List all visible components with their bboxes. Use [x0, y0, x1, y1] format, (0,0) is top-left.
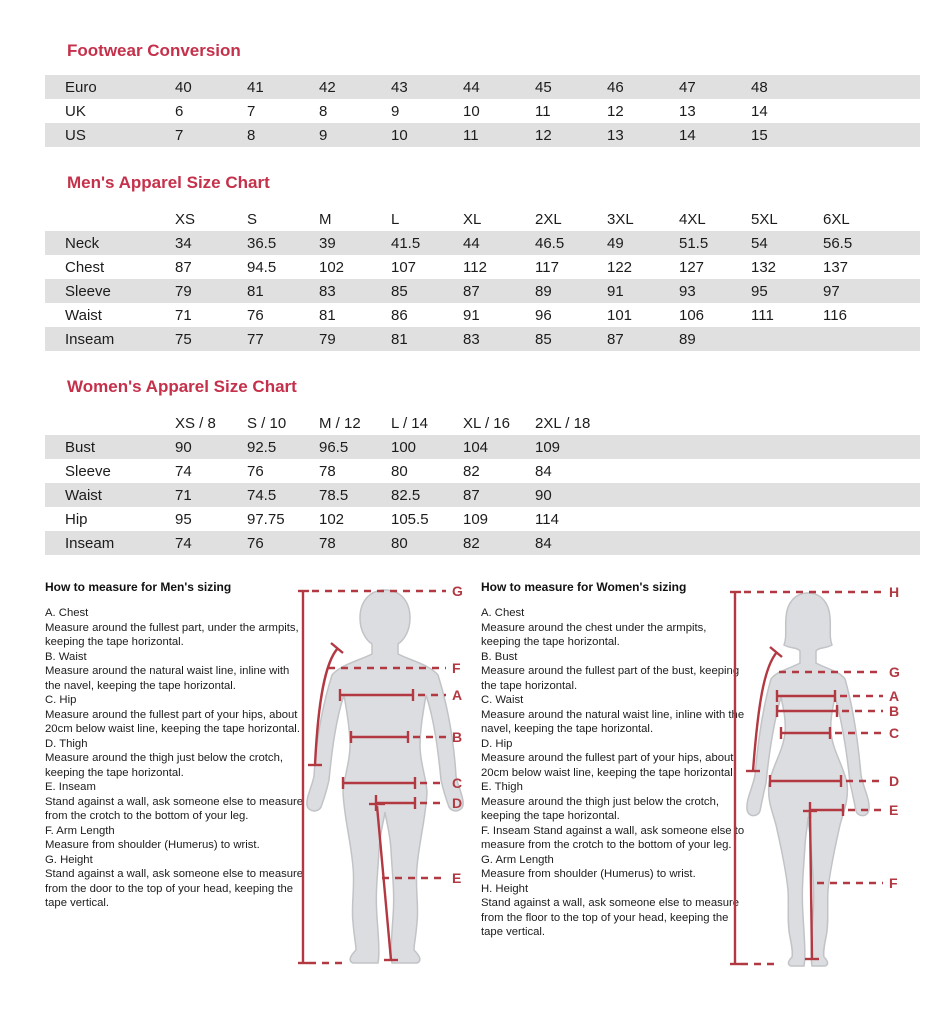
figure-label: F [889, 875, 898, 891]
cell: 89 [535, 282, 552, 300]
footwear-section-title: Footwear Conversion [67, 41, 241, 60]
figure-label: B [889, 703, 900, 719]
cell: 74 [175, 534, 192, 552]
cell: 15 [751, 126, 768, 144]
cell: 90 [175, 438, 192, 456]
measure-step: E. Inseam Stand against a wall, ask someone else to measure from the crotch to the bottom of your leg. [45, 781, 304, 822]
figure-label: A [452, 687, 463, 703]
cell: 78.5 [319, 486, 349, 504]
table-row [45, 231, 920, 255]
cell: 7 [247, 102, 256, 120]
figure-label: B [452, 729, 463, 745]
cell: 79 [319, 330, 336, 348]
measure-step-label: B. Bust [481, 650, 518, 663]
womens-section-title: Women's Apparel Size Chart [67, 377, 297, 396]
column-header: XL [463, 207, 535, 231]
womens-size-table [45, 411, 920, 555]
measure-step-label: C. Hip [45, 694, 77, 706]
measure-step-label: H. Height [481, 882, 529, 895]
cell: 100 [391, 438, 417, 456]
row-label: Chest [65, 258, 105, 276]
cell: 74 [175, 462, 192, 480]
column-header: L / 14 [391, 411, 463, 435]
cell: 111 [751, 306, 774, 324]
row-label: Inseam [65, 330, 115, 348]
column-header: 3XL [607, 207, 679, 231]
cell: 71 [175, 306, 192, 324]
figure-label: A [889, 688, 900, 704]
figure-label: C [889, 725, 900, 741]
cell: 102 [319, 258, 345, 276]
measure-step-label: D. Thigh [45, 737, 88, 750]
measure-step: G. Arm Length Measure from shoulder (Humerus) to wrist. [481, 853, 696, 880]
cell: 78 [319, 462, 336, 480]
figure-label: E [452, 870, 462, 886]
column-header: M [319, 207, 391, 231]
cell: 13 [607, 126, 624, 144]
cell: 71 [175, 486, 192, 504]
cell: 89 [679, 330, 696, 348]
table-row [45, 459, 920, 483]
cell: 87 [175, 258, 192, 276]
table-row [45, 303, 920, 327]
figure-label: C [452, 775, 463, 791]
cell: 34 [175, 234, 192, 252]
cell: 8 [319, 102, 328, 120]
row-label: UK [65, 102, 86, 120]
cell: 76 [247, 462, 264, 480]
cell: 9 [391, 102, 400, 120]
cell: 54 [751, 234, 768, 252]
cell: 46 [607, 78, 624, 96]
measure-step-label: E. Inseam [45, 781, 96, 793]
table-row [45, 483, 920, 507]
mens-measure-instructions [45, 606, 307, 911]
cell: 48 [751, 78, 768, 96]
cell: 92.5 [247, 438, 277, 456]
cell: 83 [463, 330, 480, 348]
figure-label: E [889, 802, 899, 818]
cell: 84 [535, 534, 552, 552]
row-label: Sleeve [65, 462, 111, 480]
cell: 117 [535, 258, 559, 276]
cell: 87 [463, 282, 480, 300]
measure-step-label: G. Arm Length [481, 853, 554, 866]
cell: 78 [319, 534, 336, 552]
figure-label: D [889, 773, 900, 789]
measure-step: D. Hip Measure around the fullest part of your hips, about 20cm below waist line, keeping the tape horizontal. [481, 737, 736, 779]
table-row [45, 123, 920, 147]
cell: 82 [463, 534, 480, 552]
cell: 76 [247, 534, 264, 552]
row-label: Neck [65, 234, 100, 252]
measure-step-label: D. Hip [481, 737, 513, 750]
cell: 104 [463, 438, 489, 456]
measure-step: F. Inseam Stand against a wall, ask someone else to measure from the crotch to the bottom of your leg. [481, 824, 745, 851]
header-row [45, 411, 920, 435]
cell: 12 [535, 126, 552, 144]
measure-step: A. Chest Measure around the chest under the armpits, keeping the tape horizontal. [481, 607, 707, 648]
column-header: 6XL [823, 207, 895, 231]
row-label: Hip [65, 510, 88, 528]
cell: 87 [463, 486, 480, 504]
table-row [45, 255, 920, 279]
cell: 82 [463, 462, 480, 480]
column-header: XS / 8 [175, 411, 247, 435]
womens-measure-instructions [481, 606, 747, 940]
row-label: US [65, 126, 86, 144]
cell: 96 [535, 306, 552, 324]
row-label: Sleeve [65, 282, 111, 300]
table-row [45, 507, 920, 531]
cell: 107 [391, 258, 417, 276]
cell: 109 [463, 510, 489, 528]
cell: 77 [247, 330, 264, 348]
measure-step-label: F. Inseam [481, 824, 530, 837]
cell: 87 [607, 330, 624, 348]
cell: 7 [175, 126, 184, 144]
cell: 14 [679, 126, 696, 144]
table-row [45, 279, 920, 303]
womens-measure-title: How to measure for Women's sizing [481, 580, 687, 594]
figure-label: D [452, 795, 463, 811]
cell: 102 [319, 510, 345, 528]
row-label: Waist [65, 486, 102, 504]
measure-step: A. Chest Measure around the fullest part, under the armpits, keeping the tape horizontal. [45, 607, 299, 648]
cell: 106 [679, 306, 705, 324]
cell: 44 [463, 234, 480, 252]
cell: 116 [823, 306, 847, 324]
cell: 81 [247, 282, 264, 300]
cell: 8 [247, 126, 256, 144]
cell: 85 [391, 282, 408, 300]
measure-step: C. Hip Measure around the fullest part of your hips, about 20cm below waist line, keeping the tape horizontal. [45, 694, 300, 735]
cell: 11 [535, 102, 551, 120]
cell: 127 [679, 258, 705, 276]
cell [751, 327, 823, 351]
footwear-conversion-table [45, 75, 920, 147]
measure-step: C. Waist Measure around the natural waist line, inline with the navel, keeping the tape horizontal. [481, 694, 745, 735]
measure-step-label: E. Thigh [481, 781, 523, 793]
cell: 86 [391, 306, 408, 324]
measure-step-label: F. Arm Length [45, 824, 115, 837]
cell: 74.5 [247, 486, 277, 504]
cell: 56.5 [823, 234, 853, 252]
cell: 42 [319, 78, 336, 96]
measure-step-label: B. Waist [45, 650, 87, 663]
cell: 14 [751, 102, 768, 120]
cell: 109 [535, 438, 561, 456]
measure-step-label: A. Chest [45, 607, 89, 619]
female-silhouette [747, 593, 869, 966]
cell: 105.5 [391, 510, 429, 528]
cell: 75 [175, 330, 192, 348]
measure-step-label: C. Waist [481, 694, 524, 706]
cell: 137 [823, 258, 849, 276]
column-header: XS [175, 207, 247, 231]
cell: 51.5 [679, 234, 709, 252]
measure-step: B. Bust Measure around the fullest part of the bust, keeping the tape horizontal. [481, 650, 740, 692]
row-label: Inseam [65, 534, 115, 552]
cell: 41.5 [391, 234, 421, 252]
header-row [45, 207, 920, 231]
cell: 97 [823, 282, 840, 300]
table-row [45, 75, 920, 99]
cell: 85 [535, 330, 552, 348]
measure-step-label: G. Height [45, 853, 93, 866]
cell: 95 [751, 282, 768, 300]
column-header: M / 12 [319, 411, 391, 435]
measure-step: F. Arm Length Measure from shoulder (Humerus) to wrist. [45, 824, 260, 851]
cell [823, 327, 895, 351]
cell: 90 [535, 486, 552, 504]
cell: 36.5 [247, 234, 277, 252]
column-header: 4XL [679, 207, 751, 231]
cell: 81 [391, 330, 408, 348]
cell: 10 [463, 102, 480, 120]
figure-label: G [452, 583, 463, 599]
cell: 94.5 [247, 258, 277, 276]
cell: 40 [175, 78, 192, 96]
column-header: S / 10 [247, 411, 319, 435]
cell: 93 [679, 282, 696, 300]
table-row [45, 531, 920, 555]
measure-step: E. Thigh Measure around the thigh just below the crotch, keeping the tape horizontal. [481, 781, 720, 822]
cell: 76 [247, 306, 264, 324]
column-header: S [247, 207, 319, 231]
cell: 84 [535, 462, 552, 480]
figure-label: G [889, 664, 900, 680]
cell: 45 [535, 78, 552, 96]
cell: 82.5 [391, 486, 421, 504]
cell: 80 [391, 462, 408, 480]
figure-label: F [452, 660, 461, 676]
mens-section-title: Men's Apparel Size Chart [67, 173, 270, 192]
cell: 97.75 [247, 510, 285, 528]
cell: 46.5 [535, 234, 565, 252]
cell: 6 [175, 102, 184, 120]
cell: 12 [607, 102, 624, 120]
cell: 47 [679, 78, 696, 96]
cell: 132 [751, 258, 777, 276]
cell: 81 [319, 306, 336, 324]
cell: 9 [319, 126, 328, 144]
table-row [45, 327, 920, 351]
cell: 112 [463, 258, 487, 276]
cell: 80 [391, 534, 408, 552]
column-header: 5XL [751, 207, 823, 231]
cell: 83 [319, 282, 336, 300]
row-label: Bust [65, 438, 96, 456]
cell: 122 [607, 258, 633, 276]
column-header: XL / 16 [463, 411, 535, 435]
measure-step: H. Height Stand against a wall, ask someone else to measure from the floor to the top of your head, keeping the tape vertical. [481, 882, 740, 938]
table-row [45, 99, 920, 123]
cell: 95 [175, 510, 192, 528]
cell: 101 [607, 306, 633, 324]
cell: 13 [679, 102, 696, 120]
column-header: 2XL / 18 [535, 411, 607, 435]
column-header: L [391, 207, 463, 231]
figure-label: H [889, 584, 900, 600]
row-label: Euro [65, 78, 97, 96]
measure-step-label: A. Chest [481, 607, 525, 619]
cell: 91 [463, 306, 480, 324]
cell: 79 [175, 282, 192, 300]
cell: 11 [463, 126, 479, 144]
row-label: Waist [65, 306, 102, 324]
cell: 44 [463, 78, 480, 96]
cell: 10 [391, 126, 408, 144]
cell: 91 [607, 282, 624, 300]
measure-step: D. Thigh Measure around the thigh just below the crotch, keeping the tape horizontal. [45, 737, 284, 779]
cell: 114 [535, 510, 559, 528]
measure-step: B. Waist Measure around the natural waist line, inline with the navel, keeping the tape horizontal. [45, 650, 290, 692]
cell: 41 [247, 78, 264, 96]
mens-size-table [45, 207, 920, 351]
cell: 96.5 [319, 438, 349, 456]
mens-figure [298, 582, 478, 982]
column-header: 2XL [535, 207, 607, 231]
cell: 43 [391, 78, 408, 96]
cell: 39 [319, 234, 336, 252]
table-row [45, 435, 920, 459]
womens-figure [731, 585, 944, 977]
measure-step: G. Height Stand against a wall, ask someone else to measure from the door to the top of your head, keeping the tape vertical. [45, 853, 304, 909]
cell: 49 [607, 234, 624, 252]
mens-measure-title: How to measure for Men's sizing [45, 580, 232, 594]
